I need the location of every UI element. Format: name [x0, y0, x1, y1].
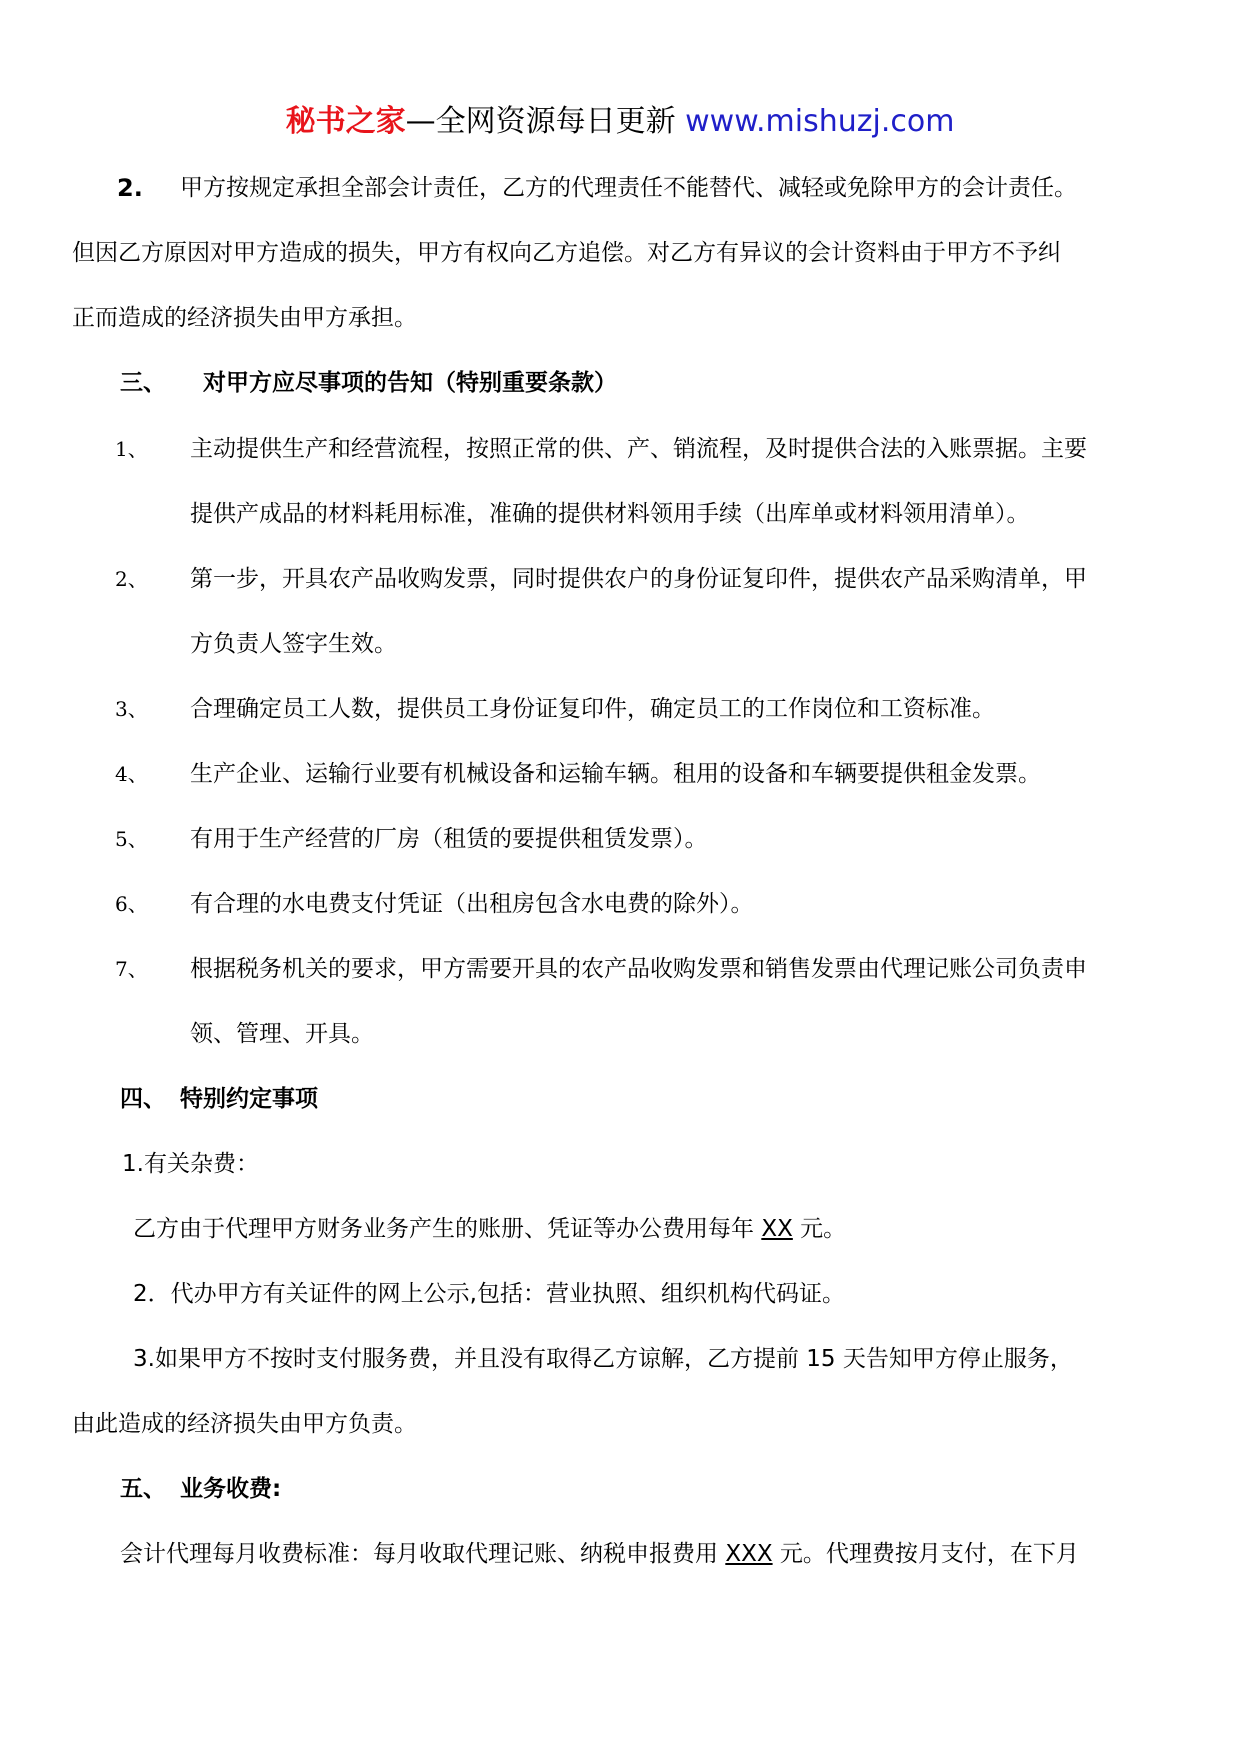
list-item-text: 有用于生产经营的厂房（租赁的要提供租赁发票）。	[190, 826, 708, 852]
paragraph-text: 会计代理每月收费标准：每月收取代理记账、纳税申报费用	[120, 1541, 718, 1567]
brand-name: 秘书之家	[285, 104, 406, 139]
list-item-number: 1、	[115, 437, 148, 461]
paragraph-line	[133, 1213, 846, 1245]
section-number: 五、	[120, 1476, 166, 1502]
section-number: 三、	[120, 370, 166, 396]
list-item-number: 6、	[115, 892, 148, 916]
paragraph-line: 正而造成的经济损失由甲方承担。	[72, 305, 417, 331]
section-number: 四、	[120, 1086, 166, 1112]
list-item-number: 2、	[115, 567, 148, 591]
paragraph-text: 元。代理费按月支付，在下月	[779, 1541, 1079, 1567]
page-header	[0, 102, 1240, 142]
list-item-text: 领、管理、开具。	[190, 1021, 374, 1047]
paragraph-line: 甲方按规定承担全部会计责任，乙方的代理责任不能替代、减轻或免除甲方的会计责任。	[180, 175, 1077, 201]
list-item-text: 根据税务机关的要求，甲方需要开具的农产品收购发票和销售发票由代理记账公司负责申	[190, 956, 1087, 982]
header-tagline: —全网资源每日更新	[405, 104, 676, 139]
section-title: 特别约定事项	[180, 1086, 318, 1112]
paragraph-text: 元。	[800, 1216, 847, 1242]
paragraph-line: 由此造成的经济损失由甲方负责。	[72, 1411, 417, 1437]
list-item-text: 合理确定员工人数，提供员工身份证复印件，确定员工的工作岗位和工资标准。	[190, 696, 995, 722]
list-item-text: 提供产成品的材料耗用标准，准确的提供材料领用手续（出库单或材料领用清单）。	[190, 501, 1030, 527]
list-item-number: 3、	[115, 697, 148, 721]
list-item-number: 7、	[115, 957, 148, 981]
list-item-text: 生产企业、运输行业要有机械设备和运输车辆。租用的设备和车辆要提供租金发票。	[190, 761, 1041, 787]
amount-placeholder: XX	[761, 1216, 793, 1242]
list-item-text: 第一步，开具农产品收购发票，同时提供农户的身份证复印件，提供农产品采购清单，甲	[190, 566, 1087, 592]
list-item-text: 主动提供生产和经营流程，按照正常的供、产、销流程，及时提供合法的入账票据。主要	[190, 436, 1087, 462]
paragraph-line	[120, 1538, 1079, 1570]
paragraph-line: 2．代办甲方有关证件的网上公示,包括：营业执照、组织机构代码证。	[133, 1281, 845, 1307]
paragraph-text: 乙方由于代理甲方财务业务产生的账册、凭证等办公费用每年	[133, 1216, 754, 1242]
list-item-text: 方负责人签字生效。	[190, 631, 397, 657]
paragraph-line: 1.有关杂费：	[122, 1151, 259, 1177]
clause-number: 2.	[117, 174, 143, 202]
list-item-number: 5、	[115, 827, 148, 851]
amount-placeholder: XXX	[725, 1541, 773, 1567]
paragraph-line: 3.如果甲方不按时支付服务费，并且没有取得乙方谅解，乙方提前 15 天告知甲方停止服务，	[133, 1346, 1073, 1372]
paragraph-line: 但因乙方原因对甲方造成的损失，甲方有权向乙方追偿。对乙方有异议的会计资料由于甲方不予纠	[72, 240, 1061, 266]
header-url-link[interactable]: www.mishuzj.com	[685, 104, 955, 139]
list-item-text: 有合理的水电费支付凭证（出租房包含水电费的除外）。	[190, 891, 754, 917]
list-item-number: 4、	[115, 762, 148, 786]
section-title: 业务收费:	[180, 1476, 282, 1502]
section-title: 对甲方应尽事项的告知（特别重要条款）	[203, 370, 617, 396]
